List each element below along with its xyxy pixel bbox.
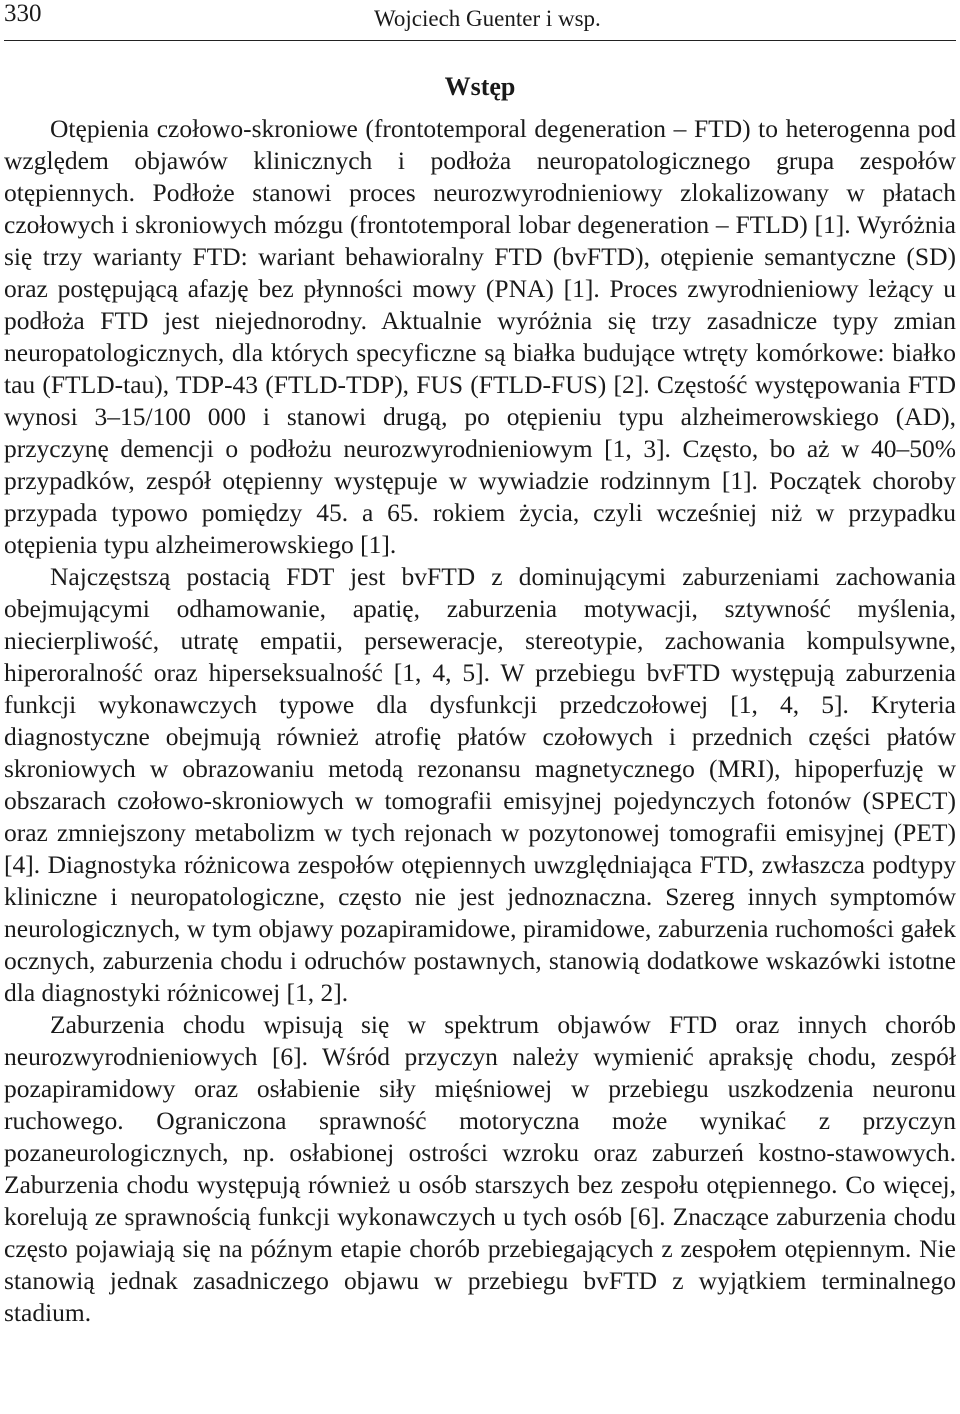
document-page (4, 0, 956, 1329)
section-heading: Wstęp (444, 72, 516, 101)
body-text (4, 113, 956, 1329)
page-number: 330 (4, 0, 42, 27)
paragraph-gait: Zaburzenia chodu wpisują się w spektrum objawów FTD oraz innych chorób neurozwyrodnieniowych [6]. Wśród przyczyn należy wymienić apraksję chodu, zespół pozapiramidowy oraz osłabienie siły mięśniowej w przebiegu uszkodzenia neuronu ruchowego. Ograniczona sprawność motoryczna może wynikać z przyczyn pozaneurologicznych, np. osłabionej ostrości wzroku oraz zaburzeń kostno-stawowych. Zaburzenia chodu występują również u osób starszych bez zespołu otępiennego. Co więcej, korelują ze sprawnością funkcji wykonawczych u tych osób [6]. Znaczące zaburzenia chodu często pojawiają się na późnym etapie chorób przebiegających z zespołem otępiennym. Nie stanowią jednak zasadniczego objawu w przebiegu bvFTD z wyjątkiem terminalnego stadium. (4, 1010, 956, 1327)
paragraph-intro: Otępienia czołowo-skroniowe (frontotemporal degeneration – FTD) to heterogenna pod względem objawów klinicznych i podłoża neuropatologicznego grupa zespołów otępiennych. Podłoże stanowi proces neurozwyrodnieniowy zlokalizowany w płatach czołowych i skroniowych mózgu (frontotemporal lobar degeneration – FTLD) [1]. Wyróżnia się trzy warianty FTD: wariant behawioralny FTD (bvFTD), otępienie semantyczne (SD) oraz postępującą afazję bez płynności mowy (PNA) [1]. Proces zwyrodnieniowy leżący u podłoża FTD jest niejednorodny. Aktualnie wyróżnia się trzy zasadnicze typy zmian neuropatologicznych, dla których specyficzne są białka budujące wtręty komórkowe: białko tau (FTLD-tau), TDP-43 (FTLD-TDP), FUS (FTLD-FUS) [2]. Częstość występowania FTD wynosi 3–15/100 000 i stanowi drugą, po otępieniu typu alzheimerowskiego (AD), przyczynę demencji o podłożu neurozwyrodnieniowym [1, 3]. Często, bo aż w 40–50% przypadków, zespół otępienny występuje w wywiadzie rodzinnym [1]. Początek choroby przypada typowo pomiędzy 45. a 65. rokiem życia, czyli wcześniej niż w przypadku otępienia typu alzheimerowskiego [1]. (4, 114, 956, 559)
paragraph-bvftd: Najczęstszą postacią FDT jest bvFTD z dominującymi zaburzeniami zachowania obejmującymi odhamowanie, apatię, zaburzenia motywacji, sztywność myślenia, niecierpliwość, utratę empatii, perseweracje, stereotypie, zachowania kompulsywne, hiperoralność oraz hiperseksualność [1, 4, 5]. W przebiegu bvFTD występują zaburzenia funkcji wykonawczych typowe dla dysfunkcji przedczołowej [1, 4, 5]. Kryteria diagnostyczne obejmują również atrofię płatów czołowych i przednich części płatów skroniowych w obrazowaniu metodą rezonansu magnetycznego (MRI), hipoperfuzję w obszarach czołowo-skroniowych w tomografii emisyjnej pojedynczych fotonów (SPECT) oraz zmniejszony metabolizm w tych rejonach w pozytonowej tomografii emisyjnej (PET) [4]. Diagnostyka różnicowa zespołów otępiennych uwzględniająca FTD, zwłaszcza podtypy kliniczne i neuropatologiczne, często nie jest jednoznaczna. Szereg innych symptomów neurologicznych, w tym objawy pozapiramidowe, piramidowe, zaburzenia ruchomości gałek ocznych, zaburzenia chodu i odruchów postawnych, stanowią dodatkowe wskazówki istotne dla diagnostyki różnicowej [1, 2]. (4, 562, 956, 1007)
running-header (4, 0, 956, 41)
running-title: Wojciech Guenter i wsp. (374, 6, 601, 31)
